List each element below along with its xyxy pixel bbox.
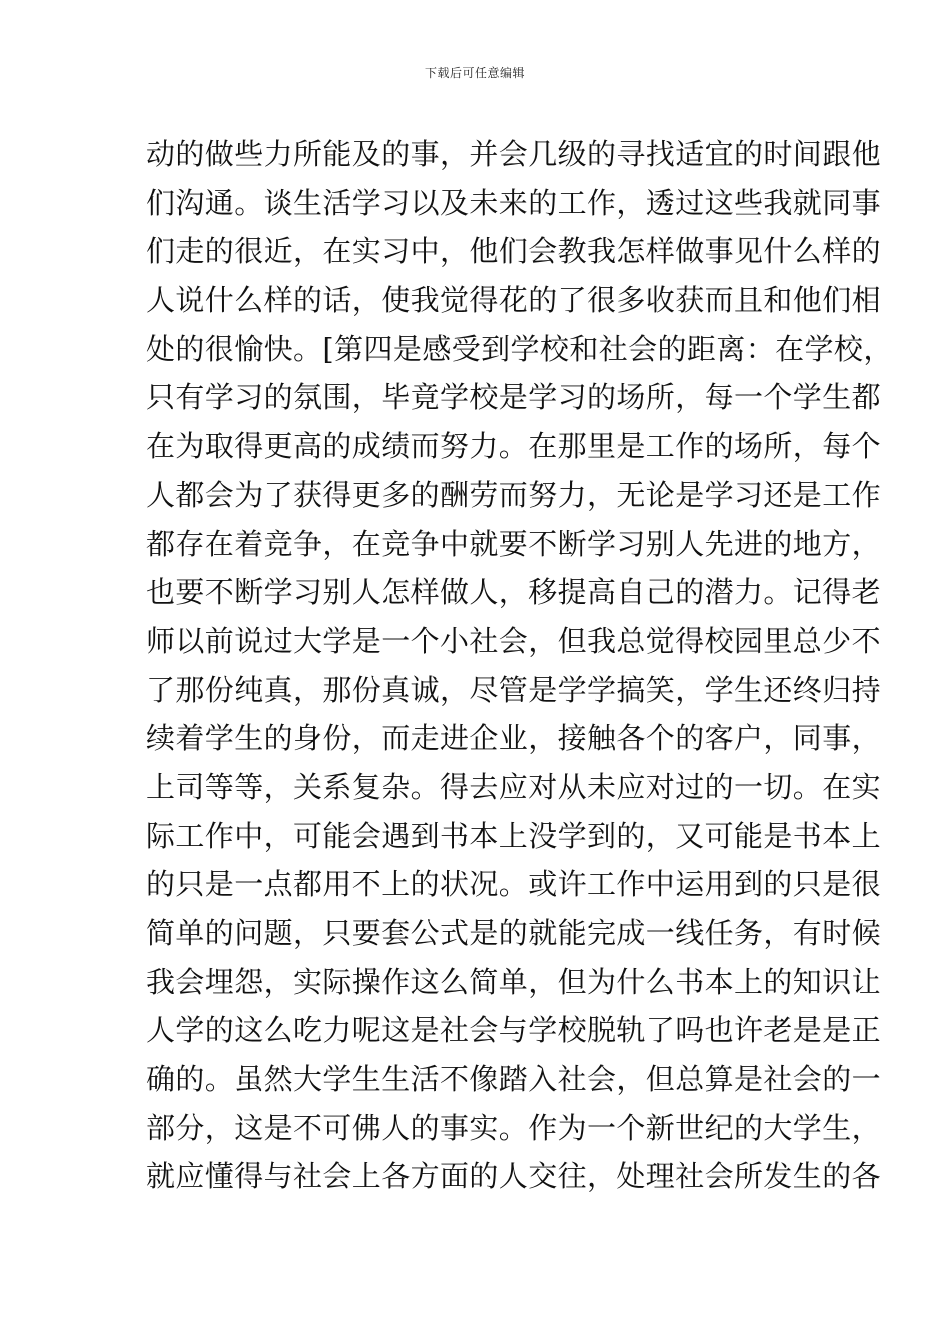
body-text [146, 130, 893, 1201]
text-line: 人说什么样的话，使我觉得花的了很多收获而且和他们相 [146, 283, 882, 318]
text-line: 都存在着竞争，在竞争中就要不断学习别人先进的地方， [146, 526, 882, 561]
text-line: 就应懂得与社会上各方面的人交往，处理社会所发生的各 [146, 1159, 882, 1194]
text-line: 动的做些力所能及的事，并会几级的寻找适宜的时间跟他 [146, 137, 882, 171]
text-line: 人都会为了获得更多的酬劳而努力，无论是学习还是工作 [146, 477, 882, 512]
page-header: 下载后可任意编辑 [424, 66, 525, 80]
text-line: 们走的很近，在实习中，他们会教我怎样做事见什么样的 [146, 234, 882, 269]
text-line: 续着学生的身份，而走进企业，接触各个的客户，同事， [146, 721, 882, 756]
text-line: 们沟通。谈生活学习以及未来的工作，透过这些我就同事 [146, 185, 882, 220]
text-line: 的只是一点都用不上的状况。或许工作中运用到的只是很 [146, 867, 882, 902]
text-line: 在为取得更高的成绩而努力。在那里是工作的场所，每个 [146, 429, 882, 464]
text-line: 部分，这是不可佛人的事实。作为一个新世纪的大学生， [146, 1110, 882, 1145]
text-line: 师以前说过大学是一个小社会，但我总觉得校园里总少不 [146, 623, 882, 658]
text-line: 了那份纯真，那份真诚，尽管是学学搞笑，学生还终归持 [146, 672, 882, 707]
text-line: 简单的问题，只要套公式是的就能完成一线任务，有时候 [146, 916, 882, 950]
text-line: 只有学习的氛围，毕竟学校是学习的场所，每一个学生都 [146, 380, 882, 415]
text-line: 人学的这么吃力呢这是社会与学校脱轨了吗也许老是是正 [146, 1013, 882, 1048]
text-line: 上司等等，关系复杂。得去应对从未应对过的一切。在实 [146, 769, 882, 804]
text-line: 我会埋怨，实际操作这么简单，但为什么书本上的知识让 [146, 964, 882, 999]
text-line: 际工作中，可能会遇到书本上没学到的，又可能是书本上 [146, 818, 882, 853]
text-line: 处的很愉快。[第四是感受到学校和社会的距离：在学校， [146, 331, 893, 366]
text-line: 确的。虽然大学生生活不像踏入社会，但总算是社会的一 [146, 1062, 882, 1097]
text-line: 也要不断学习别人怎样做人，移提高自己的潜力。记得老 [146, 575, 882, 610]
